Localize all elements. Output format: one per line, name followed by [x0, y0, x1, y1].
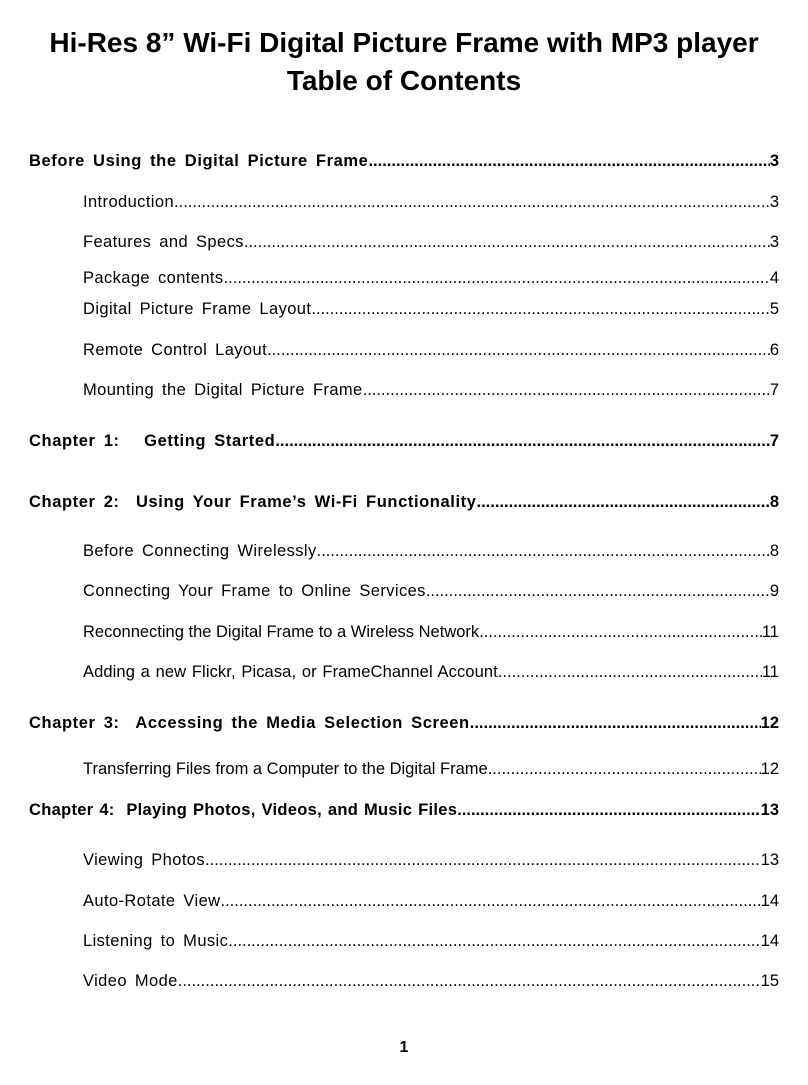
toc-page-number: 14	[760, 932, 779, 950]
toc-entry-label: Reconnecting the Digital Frame to a Wireless Network	[83, 623, 480, 641]
toc-entry-features[interactable]	[83, 232, 779, 252]
dot-leader	[477, 492, 770, 512]
dot-leader	[224, 268, 770, 288]
toc-entry-chapter-4[interactable]	[29, 800, 779, 820]
toc-entry-label: Chapter 3: Accessing the Media Selection Screen	[29, 714, 470, 732]
toc-page-number: 8	[769, 493, 779, 511]
toc-entry-connecting-online[interactable]	[83, 581, 779, 601]
toc-entry-viewing-photos[interactable]	[83, 850, 779, 870]
toc-entry-label: Connecting Your Frame to Online Services	[83, 582, 426, 600]
toc-entry-label: Before Connecting Wirelessly	[83, 542, 317, 560]
dot-leader	[178, 971, 761, 991]
toc-entry-introduction[interactable]	[83, 192, 779, 212]
toc-entry-auto-rotate[interactable]	[83, 891, 779, 911]
toc-page-number: 11	[761, 663, 779, 681]
page-number: 1	[399, 1039, 409, 1056]
toc-page-number: 8	[769, 542, 779, 560]
toc-entry-chapter-2[interactable]	[29, 492, 779, 512]
dot-leader	[426, 581, 770, 601]
toc-page-number: 9	[769, 582, 779, 600]
toc-entry-chapter-3[interactable]	[29, 713, 779, 733]
toc-entry-adding-account[interactable]	[83, 662, 779, 682]
toc-page-number: 11	[761, 623, 779, 641]
toc-entry-label: Chapter 2: Using Your Frame’s Wi-Fi Functionality	[29, 493, 477, 511]
toc-entry-label: Transferring Files from a Computer to the Digital Frame	[83, 760, 488, 778]
toc-page-number: 7	[769, 432, 779, 450]
toc-entry-label: Digital Picture Frame Layout	[83, 300, 312, 318]
dot-leader	[221, 891, 761, 911]
toc-entry-label: Video Mode	[83, 972, 178, 990]
dot-leader	[275, 431, 769, 451]
document-title: Hi-Res 8” Wi-Fi Digital Picture Frame with MP3 player	[49, 27, 759, 58]
toc-page-number: 15	[760, 972, 779, 990]
toc-entry-video-mode[interactable]	[83, 971, 779, 991]
toc-entry-reconnecting[interactable]	[83, 622, 779, 642]
dot-leader	[457, 800, 760, 820]
toc-entry-transferring-files[interactable]	[83, 759, 779, 779]
dot-leader	[244, 232, 770, 252]
toc-entry-before-connecting[interactable]	[83, 541, 779, 561]
dot-leader	[317, 541, 770, 561]
toc-entry-frame-layout[interactable]	[83, 299, 779, 319]
toc-page-number: 5	[769, 300, 779, 318]
toc-entry-listening-music[interactable]	[83, 931, 779, 951]
toc-entry-label: Auto-Rotate View	[83, 892, 221, 910]
toc-page-number: 12	[760, 760, 779, 778]
toc-entry-package-contents[interactable]	[83, 268, 779, 288]
toc-page-number: 3	[769, 152, 779, 170]
dot-leader	[368, 151, 769, 171]
toc-entry-label: Chapter 4: Playing Photos, Videos, and Music Files	[29, 801, 458, 819]
toc-entry-before-using[interactable]	[29, 151, 779, 171]
dot-leader	[205, 850, 761, 870]
toc-page-number: 3	[769, 233, 779, 251]
toc-page-number: 12	[760, 714, 779, 732]
toc-entry-label: Listening to Music	[83, 932, 229, 950]
dot-leader	[174, 192, 770, 212]
dot-leader	[498, 662, 762, 682]
dot-leader	[267, 340, 770, 360]
toc-entry-remote-layout[interactable]	[83, 340, 779, 360]
toc-entry-chapter-1[interactable]	[29, 431, 779, 451]
toc-entry-label: Introduction	[83, 193, 175, 211]
toc-entry-label: Package contents	[83, 269, 224, 287]
dot-leader	[311, 299, 769, 319]
toc-page-number: 13	[760, 801, 779, 819]
toc-entry-label: Features and Specs	[83, 233, 244, 251]
dot-leader	[228, 931, 760, 951]
toc-page-number: 4	[769, 269, 779, 287]
dot-leader	[363, 380, 770, 400]
toc-page-number: 6	[769, 341, 779, 359]
toc-entry-mounting[interactable]	[83, 380, 779, 400]
toc-entry-label: Viewing Photos	[83, 851, 206, 869]
dot-leader	[479, 622, 762, 642]
toc-entry-label: Chapter 1: Getting Started	[29, 432, 276, 450]
toc-entry-label: Adding a new Flickr, Picasa, or FrameChannel Account	[83, 663, 498, 681]
toc-page-number: 14	[760, 892, 779, 910]
toc-entry-label: Before Using the Digital Picture Frame	[29, 152, 369, 170]
toc-entry-label: Mounting the Digital Picture Frame	[83, 381, 363, 399]
toc-heading: Table of Contents	[286, 65, 522, 96]
toc-entry-label: Remote Control Layout	[83, 341, 268, 359]
dot-leader	[488, 759, 761, 779]
toc-page-number: 13	[760, 851, 779, 869]
toc-page-number: 3	[769, 193, 779, 211]
toc-page-number: 7	[769, 381, 779, 399]
dot-leader	[470, 713, 761, 733]
